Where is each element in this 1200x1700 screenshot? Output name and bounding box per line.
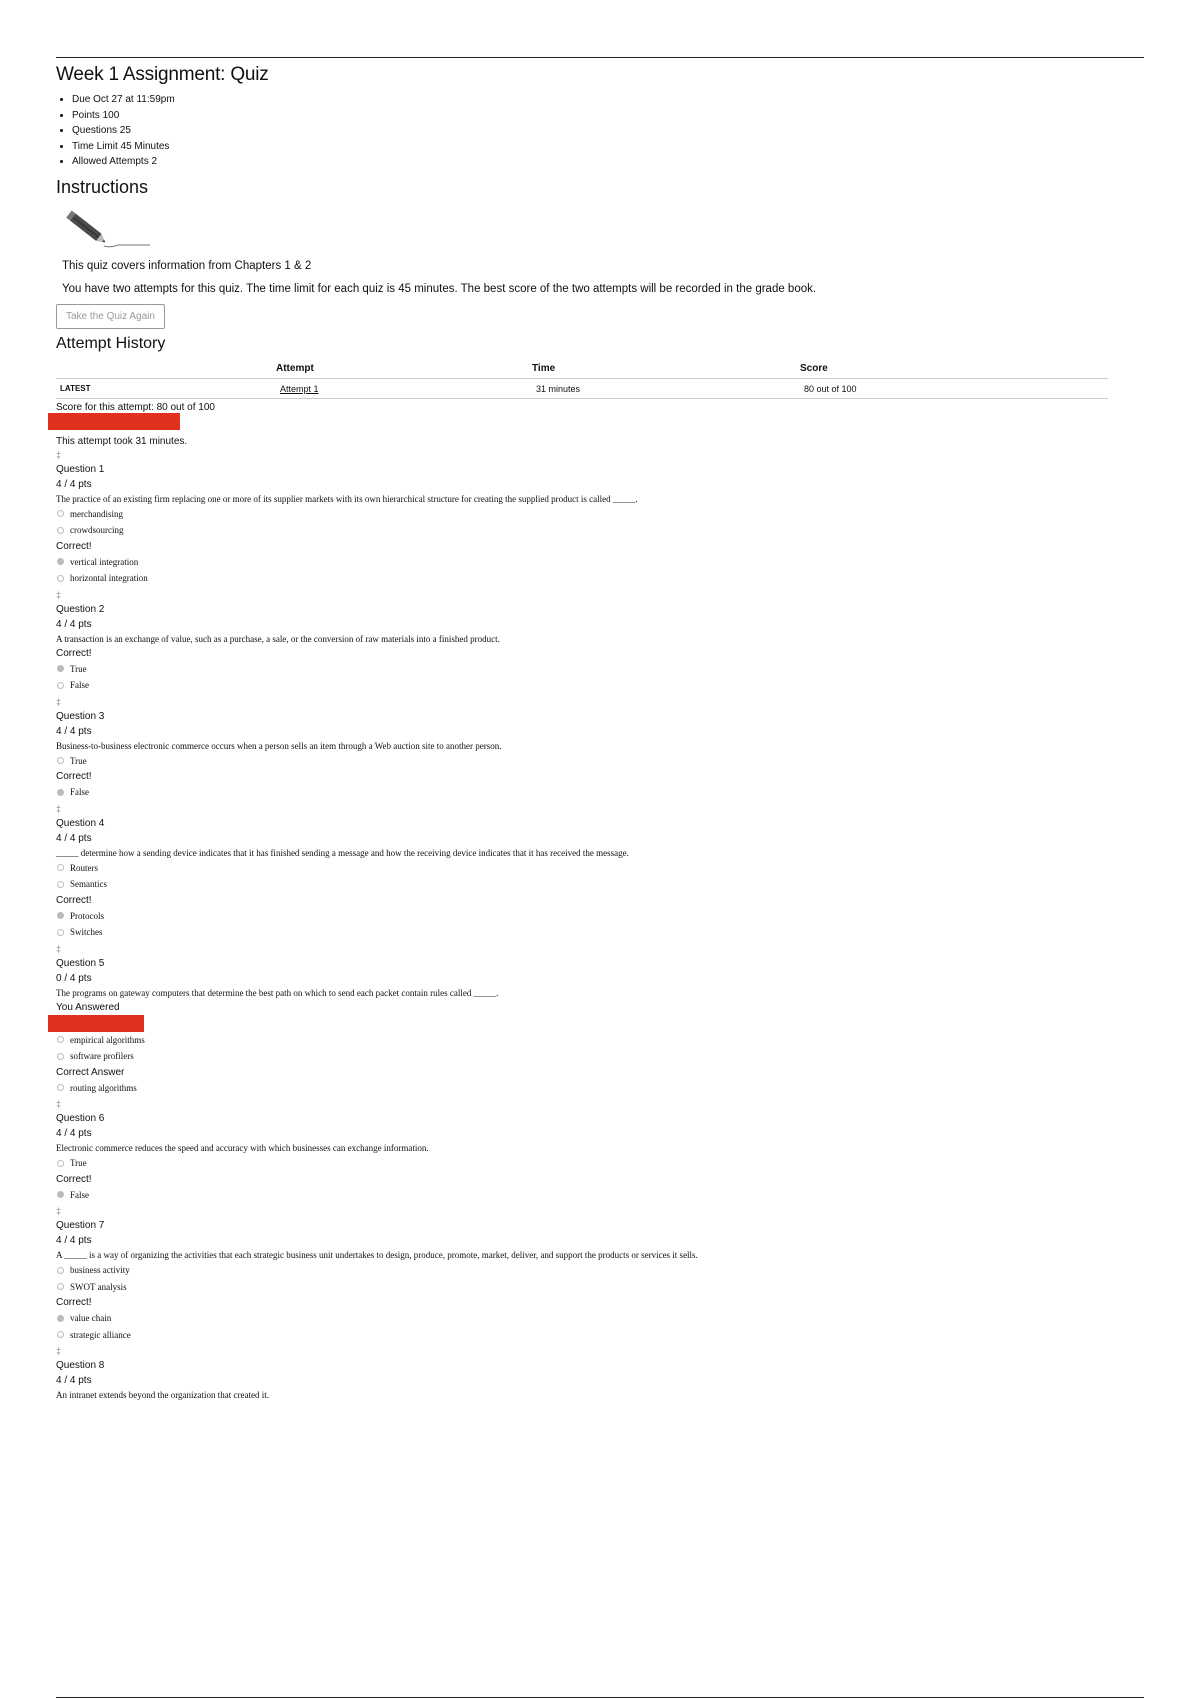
question-block (56, 943, 1144, 1097)
question-block (56, 803, 1144, 941)
answer-option[interactable] (56, 522, 1144, 539)
flag-question-icon[interactable]: ‡ (56, 449, 62, 460)
question-points: 4 / 4 pts (56, 832, 92, 844)
answer-option[interactable] (56, 1080, 1144, 1097)
question-points: 0 / 4 pts (56, 972, 92, 984)
answer-option[interactable] (56, 677, 1144, 694)
radio-icon[interactable] (57, 1160, 64, 1167)
radio-icon[interactable] (57, 682, 64, 689)
answer-option[interactable] (56, 1262, 1144, 1279)
bottom-rule (56, 1697, 1144, 1698)
answer-option[interactable] (56, 661, 1144, 678)
redaction-bar (48, 413, 180, 430)
question-number: Question 4 (56, 817, 105, 829)
question-text: An intranet extends beyond the organization that created it. (56, 1390, 270, 1400)
attempt-link[interactable]: Attempt 1 (280, 383, 319, 394)
column-header-score: Score (800, 359, 1108, 379)
answer-option[interactable] (56, 1310, 1144, 1327)
question-points: 4 / 4 pts (56, 1375, 92, 1386)
answer-label: value chain (70, 1313, 112, 1323)
radio-icon[interactable] (57, 881, 64, 888)
question-number: Question 1 (56, 463, 105, 475)
quiz-page (56, 62, 1144, 1402)
column-header-time: Time (532, 359, 800, 379)
flag-question-icon[interactable]: ‡ (56, 1206, 62, 1216)
column-header-tag (56, 359, 276, 379)
question-points: 4 / 4 pts (56, 1128, 92, 1139)
radio-icon[interactable] (57, 527, 64, 534)
answer-label: SWOT analysis (70, 1281, 127, 1292)
answer-label: vertical integration (70, 556, 139, 567)
answer-label: False (70, 787, 89, 797)
question-number: Question 8 (56, 1360, 105, 1371)
flag-question-icon[interactable]: ‡ (56, 1099, 62, 1109)
answer-status-label: Correct! (56, 647, 92, 659)
score-cell: 80 out of 100 (800, 378, 1108, 398)
answer-status-label: Correct Answer (56, 1066, 125, 1078)
flag-question-icon[interactable]: ‡ (56, 696, 62, 707)
radio-icon[interactable] (57, 510, 64, 517)
flag-question-icon[interactable]: ‡ (56, 803, 62, 814)
flag-question-icon[interactable]: ‡ (56, 589, 62, 600)
radio-icon[interactable] (57, 575, 64, 582)
attempt-duration: This attempt took 31 minutes. (56, 435, 188, 447)
answer-status-label: Correct! (56, 1297, 92, 1308)
answer-label: merchandising (70, 508, 123, 519)
answer-status-label: Correct! (56, 1173, 92, 1185)
answer-option[interactable] (56, 1279, 1144, 1296)
radio-icon[interactable] (57, 1053, 64, 1060)
answer-label: True (70, 663, 87, 674)
radio-icon[interactable] (57, 1267, 64, 1274)
question-points: 4 / 4 pts (56, 478, 92, 490)
answer-label: routing algorithms (70, 1082, 137, 1093)
instructions-attempts: You have two attempts for this quiz. The time limit for each quiz is 45 minutes. The best score of the two attempts will be recorded in the grade book. (62, 282, 817, 295)
answer-option[interactable] (56, 908, 1144, 925)
flag-question-icon[interactable]: ‡ (56, 1346, 62, 1356)
top-rule (56, 57, 1144, 58)
instructions-chapters: This quiz covers information from Chapters 1 & 2 (62, 259, 312, 272)
points: • Points 100 (72, 108, 1144, 124)
question-count: • Questions 25 (72, 123, 1144, 139)
question-block (56, 589, 1144, 694)
radio-icon[interactable] (57, 757, 64, 764)
question-points: 4 / 4 pts (56, 725, 92, 737)
table-header-row (56, 359, 1108, 379)
radio-icon[interactable] (57, 864, 64, 871)
answer-option[interactable] (56, 554, 1144, 571)
latest-badge: LATEST (56, 378, 276, 398)
radio-icon[interactable] (57, 1283, 64, 1290)
allowed-attempts: • Allowed Attempts 2 (72, 154, 1144, 170)
due-date: • Due Oct 27 at 11:59pm (72, 92, 1144, 108)
answer-label: strategic alliance (70, 1329, 131, 1340)
question-text: A transaction is an exchange of value, such as a purchase, a sale, or the conversion of raw materials into a finished product. (56, 633, 500, 644)
answer-status-label: Correct! (56, 771, 92, 782)
question-text: Electronic commerce reduces the speed and accuracy with which businesses can exchange information. (56, 1143, 429, 1153)
radio-icon[interactable] (57, 1084, 64, 1091)
question-text: The practice of an existing firm replacing one or more of its supplier markets with its own hierarchical structure for creating the supplied product is called _____. (56, 493, 638, 504)
page-title: Week 1 Assignment: Quiz (56, 64, 269, 85)
radio-icon[interactable] (57, 1036, 64, 1043)
table-row (56, 378, 1108, 398)
pencil-illustration (62, 204, 1144, 252)
flag-question-icon[interactable]: ‡ (56, 943, 62, 954)
radio-icon[interactable] (57, 1331, 64, 1338)
answer-option[interactable] (56, 1327, 1144, 1344)
answer-option[interactable] (56, 1048, 1144, 1065)
answer-label: crowdsourcing (70, 525, 124, 535)
answer-option[interactable] (56, 506, 1144, 523)
question-number: Question 3 (56, 710, 105, 722)
redaction-bar (48, 1015, 144, 1032)
question-number: Question 2 (56, 603, 105, 615)
radio-icon[interactable] (57, 912, 64, 919)
radio-icon[interactable] (57, 1315, 64, 1322)
quiz-details-list (56, 92, 1144, 170)
answer-label: empirical algorithms (70, 1034, 145, 1045)
time-limit: • Time Limit 45 Minutes (72, 139, 1144, 155)
radio-icon[interactable] (57, 1191, 64, 1198)
answer-option[interactable] (56, 876, 1144, 893)
radio-icon[interactable] (57, 665, 64, 672)
answer-label: Routers (70, 862, 98, 873)
question-block (56, 449, 1144, 587)
answer-option[interactable] (56, 1187, 1144, 1204)
answer-label: True (70, 1158, 87, 1168)
answer-option[interactable] (56, 784, 1144, 801)
attempt-history-table (56, 359, 1108, 399)
question-block (56, 696, 1144, 801)
radio-icon[interactable] (57, 558, 64, 565)
question-block (56, 1098, 1144, 1203)
answer-label: True (70, 755, 87, 766)
question-block (56, 1345, 1144, 1402)
answer-label: False (70, 1189, 89, 1200)
question-block (56, 1205, 1144, 1343)
pencil-icon (62, 204, 152, 252)
answer-option[interactable] (56, 570, 1144, 587)
question-text: The programs on gateway computers that determine the best path on which to send each packet contain rules called _____. (56, 987, 499, 998)
take-quiz-again-button[interactable]: Take the Quiz Again (56, 304, 165, 329)
attempt-score: Score for this attempt: 80 out of 100 (56, 401, 215, 413)
question-text: Business-to-business electronic commerce occurs when a person sells an item through a Web auction site to another person. (56, 740, 502, 751)
question-text: _____ determine how a sending device indicates that it has finished sending a message and how the receiving device indicates that it has received the message. (56, 847, 629, 858)
attempt-cell (276, 378, 532, 398)
radio-icon[interactable] (57, 789, 64, 796)
answer-label: business activity (70, 1265, 130, 1275)
question-text: A _____ is a way of organizing the activities that each strategic business unit undertakes to design, produce, promote, market, deliver, and support the products or services it sells. (56, 1250, 698, 1260)
answer-option[interactable] (56, 1032, 1144, 1049)
answer-label: Switches (70, 927, 103, 937)
question-number: Question 5 (56, 957, 105, 969)
question-number: Question 6 (56, 1113, 105, 1124)
column-header-attempt: Attempt (276, 359, 532, 379)
time-cell: 31 minutes (532, 378, 800, 398)
question-number: Question 7 (56, 1220, 105, 1231)
answer-label: False (70, 680, 89, 690)
answer-option[interactable] (56, 1155, 1144, 1172)
instructions-heading: Instructions (56, 176, 149, 197)
questions-list (56, 449, 1144, 1403)
answer-option[interactable] (56, 924, 1144, 941)
answer-option[interactable] (56, 860, 1144, 877)
question-points: 4 / 4 pts (56, 618, 92, 630)
answer-label: Semantics (70, 879, 107, 889)
answer-status-label: Correct! (56, 540, 92, 552)
answer-label: software profilers (70, 1051, 134, 1061)
answer-status-label: Correct! (56, 894, 92, 906)
attempt-history-heading: Attempt History (56, 334, 166, 352)
answer-label: horizontal integration (70, 573, 148, 583)
question-points: 4 / 4 pts (56, 1235, 92, 1246)
radio-icon[interactable] (57, 929, 64, 936)
answer-option[interactable] (56, 753, 1144, 770)
answer-label: Protocols (70, 910, 105, 921)
answer-status-label: You Answered (56, 1001, 120, 1013)
